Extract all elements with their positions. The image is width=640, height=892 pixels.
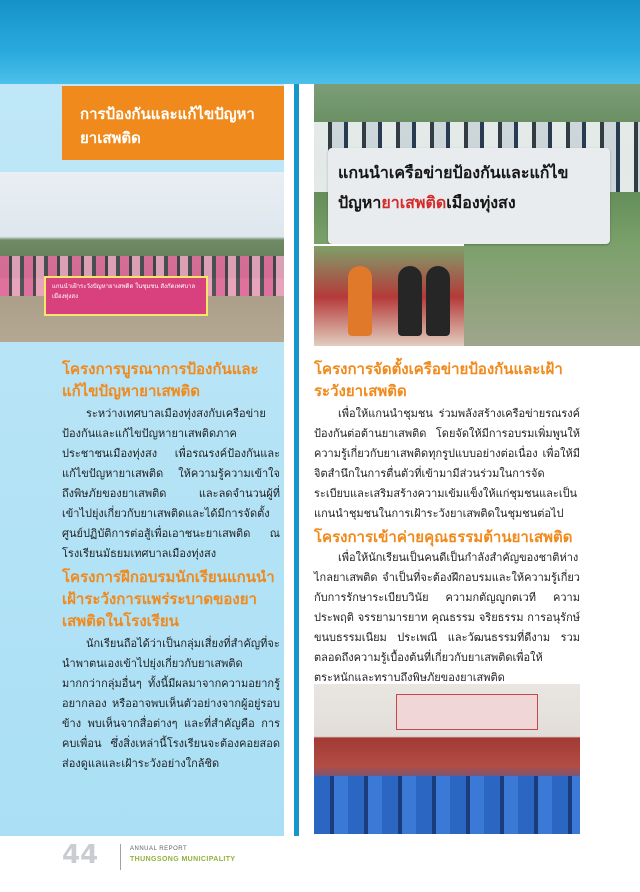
report-label: ANNUAL REPORT <box>130 846 188 852</box>
footer-divider <box>120 844 121 870</box>
banner-line-2-suffix: เมืองทุ่งสง <box>446 193 516 212</box>
photo-network-banner <box>314 84 640 346</box>
photo-banner <box>44 276 208 316</box>
person <box>398 266 422 336</box>
person <box>426 266 450 336</box>
section-title-tag <box>62 86 284 160</box>
left-paragraph-2: นักเรียนถือได้ว่าเป็นกลุ่มเสี่ยงที่สำคัญที่จะนำพาตนเองเข้าไปยุ่งเกี่ยวกับยาเสพติดมากกว่ากลุ่มอื่นๆ ทั้งนี้มีผลมาจากความอยากรู้ อยากลอง หรืออาจพบเห็นตัวอย่างจากผู้อยู่รอบข้าง พบเห็นจากสื่อต่างๆ และที่สำคัญคือ การคบเพื่อน ซึ่งสิ่งเหล่านี้โรงเรียนจะต้องคอยสอดส่องดูแลและเฝ้าระวังอย่างใกล้ชิด <box>62 637 280 770</box>
left-heading-2: โครงการฝึกอบรมนักเรียนแกนนำเฝ้าระวังการแพร่ระบาดของยาเสพติดในโรงเรียน <box>62 568 275 630</box>
right-heading-2: โครงการเข้าค่ายคุณธรรมต้านยาเสพติด <box>314 528 573 546</box>
left-paragraph-1: ระหว่างเทศบาลเมืองทุ่งสงกับเครือข่ายป้องกันและแก้ไขปัญหายาเสพติดภาคประชาชนเมืองทุ่งสง เพื่อรณรงค์ป้องกันและแก้ไขปัญหายาเสพติด ให้ความรู้ความเข้าใจถึงพิษภัยของยาเสพติด และลดจำนวนผู้ที่เข้าไปยุ่งเกี่ยวกับยาเสพติดและได้มีการจัดตั้งศูนย์ปฏิบัติการต่อสู้เพื่อเอาชนะยาเสพติด ณ โรงเรียนมัธยมเทศบาลเมืองทุ่งสง <box>62 407 280 560</box>
photo-community-leaders <box>0 172 284 342</box>
right-heading-1: โครงการจัดตั้งเครือข่ายป้องกันและเฝ้าระวังยาเสพติด <box>314 360 563 400</box>
page-footer <box>0 836 640 892</box>
municipality-name: THUNGSONG MUNICIPALITY <box>130 856 236 863</box>
right-paragraph-2: เพื่อให้นักเรียนเป็นคนดีเป็นกำลังสำคัญของชาติห่างไกลยาเสพติด จำเป็นที่จะต้องฝึกอบรมและให้ความรู้เกี่ยวกับการรักษาระเบียบวินัย ความกตัญญูกตเวที ความประพฤติ จรรยามารยาท คุณธรรม จริยธรรม การอนุรักษ์ขนบธรรมเนียม ประเพณี และวัฒนธรรมที่ดีงาม รวมตลอดถึงความรู้เบื้องต้นที่เกี่ยวกับยาเสพติดเพื่อให้ตระหนักและทราบถึงพิษภัยของยาเสพติด <box>314 551 580 684</box>
page-number: 44 <box>62 840 99 870</box>
photo-students <box>314 776 580 834</box>
photo-banner-text: แกนนำเฝ้าระวังปัญหายาเสพติด ในชุมชน สังกัดเทศบาลเมืองทุ่งสง <box>52 283 196 300</box>
photo-inset-handover <box>314 244 464 346</box>
top-band <box>0 0 640 84</box>
left-heading-1: โครงการบูรณาการป้องกันและแก้ไขปัญหายาเสพติด <box>62 360 259 400</box>
banner-line-2 <box>338 188 600 218</box>
section-title: การป้องกันและแก้ไขปัญหายาเสพติด <box>80 105 255 147</box>
network-banner <box>328 148 610 244</box>
banner-line-1: แกนนำเครือข่ายป้องกันและแก้ไข <box>338 163 569 182</box>
column-divider <box>294 84 299 836</box>
photo-moral-camp <box>314 684 580 834</box>
photo-hall-banner <box>396 694 538 730</box>
banner-line-2-prefix: ปัญหา <box>338 193 382 212</box>
banner-line-2-highlight: ยาเสพติด <box>381 193 447 212</box>
person <box>348 266 372 336</box>
right-paragraph-1: เพื่อให้แกนนำชุมชน ร่วมพลังสร้างเครือข่ายรณรงค์ป้องกันต่อต้านยาเสพติด โดยจัดให้มีการอบรมเพิ่มพูนให้ความรู้เกี่ยวกับยาเสพติดทุกรูปแบบอย่างต่อเนื่อง เพื่อให้มีจิตสำนึกในการตื่นตัวที่เข้ามามีส่วนร่วมในการจัดระเบียบและเสริมสร้างความเข้มแข็งให้แก่ชุมชนและเป็นแกนนำชุมชนในการเฝ้าระวังยาเสพติดในชุมชนต่อไป <box>314 407 580 520</box>
